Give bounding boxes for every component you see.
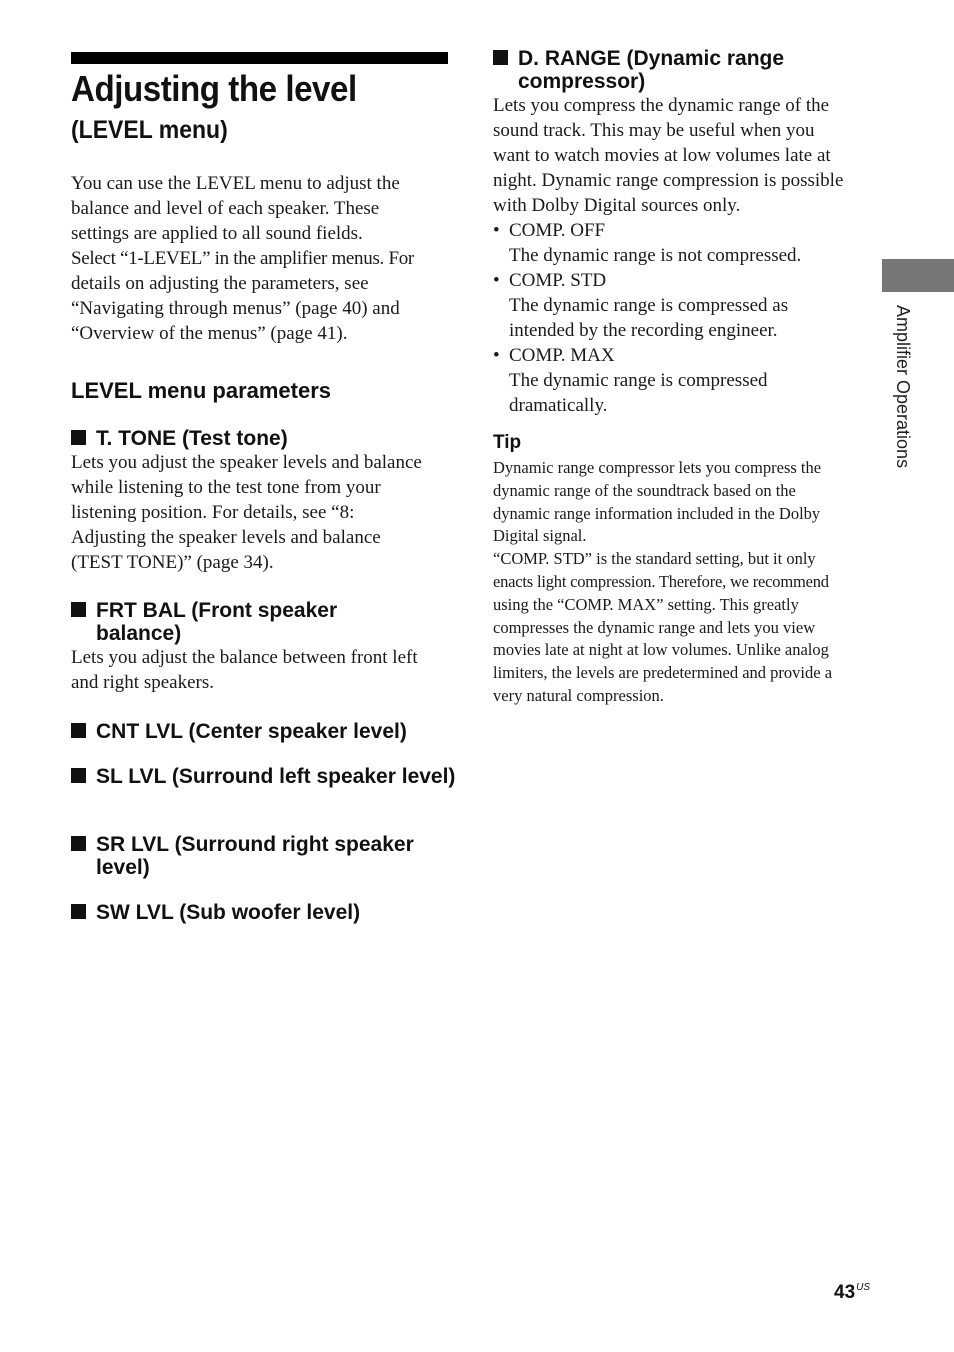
page-region-suffix: US	[856, 1282, 871, 1293]
d-range-body	[493, 93, 878, 418]
d-range-line: want to watch movies at low volumes late at	[493, 145, 831, 166]
section-side-tab	[882, 259, 954, 292]
tip-line: movies late at night at low volumes. Unlike analog	[493, 640, 829, 660]
bullet-dot-icon: •	[493, 220, 500, 241]
option-desc: intended by the recording engineer.	[509, 320, 778, 341]
t-tone-line: Adjusting the speaker levels and balance	[71, 527, 381, 548]
t-tone-heading	[71, 427, 476, 450]
frt-bal-heading	[71, 599, 426, 645]
option-name: COMP. STD	[509, 270, 607, 291]
sw-lvl-heading	[71, 901, 476, 924]
sl-lvl-heading	[71, 765, 466, 788]
t-tone-line: Lets you adjust the speaker levels and balance	[71, 452, 422, 473]
tip-line: “COMP. STD” is the standard setting, but it only	[493, 549, 816, 569]
tip-line: dynamic range of the soundtrack based on the	[493, 480, 796, 500]
intro-line: “Overview of the menus” (page 41).	[71, 323, 348, 344]
page-subtitle: (LEVEL menu)	[71, 116, 228, 144]
tip-line: Dynamic range compressor lets you compress the	[493, 458, 822, 477]
page-number	[834, 1282, 870, 1304]
frt-bal-heading-text: FRT BAL (Front speaker balance)	[96, 599, 338, 645]
intro-line: Select “1-LEVEL” in the amplifier menus. For	[71, 248, 414, 269]
square-bullet-icon	[71, 430, 86, 445]
title-rule	[71, 52, 448, 64]
cnt-lvl-heading-text: CNT LVL (Center speaker level)	[96, 720, 407, 743]
option-comp-std	[493, 268, 878, 343]
tip-line: very natural compression.	[493, 685, 664, 705]
side-tab-label: Amplifier Operations	[893, 305, 913, 469]
intro-line: You can use the LEVEL menu to adjust the	[71, 173, 400, 194]
frt-bal-line: Lets you adjust the balance between front left	[71, 647, 418, 668]
d-range-line: with Dolby Digital sources only.	[493, 195, 741, 216]
square-bullet-icon	[71, 904, 86, 919]
tip-line: Digital signal.	[493, 526, 587, 546]
tip-line: compresses the dynamic range and lets you view	[493, 617, 816, 637]
square-bullet-icon	[71, 768, 86, 783]
intro-paragraph	[71, 171, 451, 346]
page-number-value: 43	[834, 1282, 856, 1303]
square-bullet-icon	[71, 836, 86, 851]
tip-body	[493, 457, 873, 708]
t-tone-line: listening position. For details, see “8:	[71, 502, 355, 523]
section-heading: LEVEL menu parameters	[71, 378, 332, 403]
tip-line: using the “COMP. MAX” setting. This greatly	[493, 594, 799, 614]
option-desc: The dynamic range is compressed as	[509, 295, 789, 316]
square-bullet-icon	[71, 602, 86, 617]
intro-line: balance and level of each speaker. These	[71, 198, 380, 219]
option-comp-off	[493, 218, 878, 268]
intro-line: details on adjusting the parameters, see	[71, 273, 369, 294]
d-range-line: Lets you compress the dynamic range of the	[493, 95, 830, 116]
option-name: COMP. OFF	[509, 220, 606, 241]
sr-lvl-heading-text: SR LVL (Surround right speaker level)	[96, 833, 414, 879]
option-name: COMP. MAX	[509, 345, 615, 366]
option-desc: dramatically.	[509, 395, 608, 416]
d-range-heading	[493, 47, 848, 93]
t-tone-heading-text: T. TONE (Test tone)	[96, 427, 288, 450]
option-desc: The dynamic range is compressed	[509, 370, 768, 391]
t-tone-line: while listening to the test tone from your	[71, 477, 381, 498]
intro-line: settings are applied to all sound fields.	[71, 223, 363, 244]
tip-line: dynamic range information included in the Dolby	[493, 503, 821, 523]
tip-label: Tip	[493, 432, 522, 453]
option-desc: The dynamic range is not compressed.	[509, 245, 802, 266]
sl-lvl-heading-text: SL LVL (Surround left speaker level)	[96, 765, 456, 788]
intro-line: “Navigating through menus” (page 40) and	[71, 298, 400, 319]
d-range-line: sound track. This may be useful when you	[493, 120, 815, 141]
t-tone-body	[71, 450, 456, 575]
sw-lvl-heading-text: SW LVL (Sub woofer level)	[96, 901, 361, 924]
sr-lvl-heading	[71, 833, 471, 879]
d-range-line: night. Dynamic range compression is possible	[493, 170, 844, 191]
frt-bal-line: and right speakers.	[71, 672, 214, 693]
page-title: Adjusting the level	[71, 68, 357, 109]
tip-line: enacts light compression. Therefore, we recommend	[493, 571, 829, 591]
cnt-lvl-heading	[71, 720, 476, 743]
option-comp-max	[493, 343, 878, 418]
tip-line: limiters, the levels are predetermined and provide a	[493, 663, 833, 683]
square-bullet-icon	[71, 723, 86, 738]
frt-bal-body	[71, 645, 456, 695]
bullet-dot-icon: •	[493, 270, 500, 291]
t-tone-line: (TEST TONE)” (page 34).	[71, 552, 274, 573]
square-bullet-icon	[493, 50, 508, 65]
bullet-dot-icon: •	[493, 345, 500, 366]
d-range-heading-text: D. RANGE (Dynamic range compressor)	[518, 47, 785, 93]
